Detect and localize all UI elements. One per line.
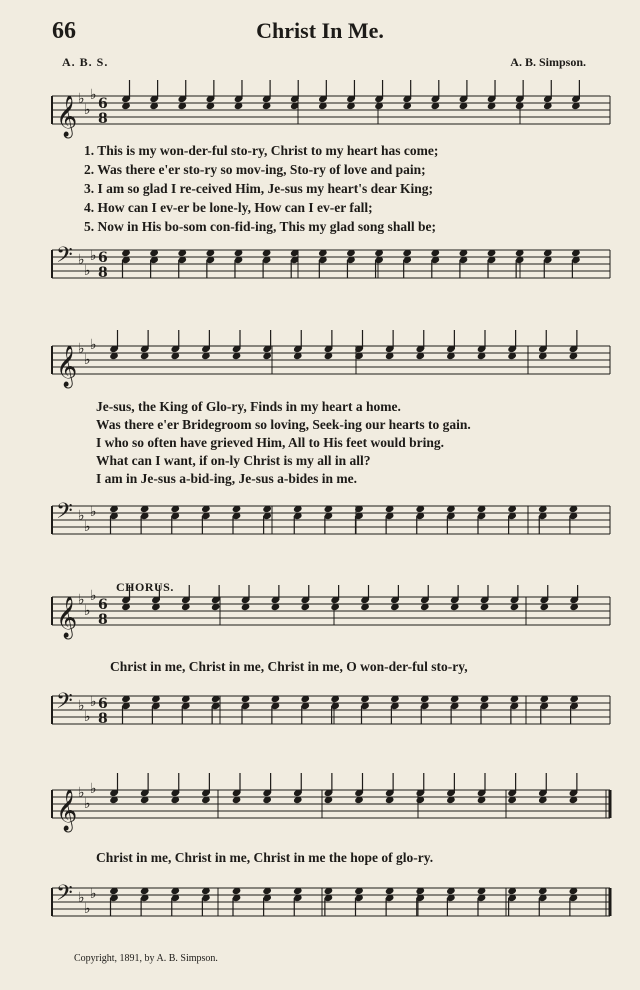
svg-text:♭: ♭ [84, 709, 91, 725]
svg-text:8: 8 [98, 111, 108, 127]
svg-text:♭: ♭ [78, 698, 85, 714]
svg-text:♭: ♭ [84, 352, 91, 368]
svg-text:♭: ♭ [78, 890, 85, 906]
svg-text:♭: ♭ [78, 91, 85, 107]
chorus-line-2: Christ in me, Christ in me, Christ in me the hope of glo-ry. [96, 850, 434, 865]
svg-text:♭: ♭ [90, 337, 97, 353]
verse-1-line-2: Je-sus, the King of Glo-ry, Finds in my heart a home. [96, 399, 401, 414]
svg-text:♭: ♭ [90, 504, 97, 520]
svg-text:6: 6 [98, 96, 108, 112]
svg-text:♭: ♭ [84, 796, 91, 812]
verse-1-line-1: 1. This is my won-der-ful sto-ry, Christ to my heart has come; [84, 143, 439, 158]
verse-2-line-1: 2. Was there e'er sto-ry so mov-ing, Sto-ry of love and pain; [84, 162, 426, 177]
chorus-label: CHORUS. [116, 580, 174, 594]
svg-text:♭: ♭ [78, 592, 85, 608]
hymn-title: Christ In Me. [256, 18, 384, 43]
svg-text:𝄞: 𝄞 [56, 597, 78, 638]
svg-text:𝄢: 𝄢 [56, 243, 73, 273]
svg-text:♭: ♭ [84, 263, 91, 279]
svg-text:𝄢: 𝄢 [56, 689, 73, 719]
svg-text:♭: ♭ [84, 519, 91, 535]
svg-text:♭: ♭ [90, 588, 97, 604]
svg-text:♭: ♭ [90, 694, 97, 710]
verse-4-line-2: What can I want, if on-ly Christ is my all in all? [96, 453, 371, 468]
svg-text:6: 6 [98, 250, 108, 266]
svg-text:𝄢: 𝄢 [56, 499, 73, 529]
svg-text:♭: ♭ [84, 603, 91, 619]
page-number: 66 [52, 18, 76, 44]
svg-text:𝄞: 𝄞 [56, 346, 78, 387]
copyright-notice: Copyright, 1891, by A. B. Simpson. [74, 953, 218, 964]
svg-text:♭: ♭ [78, 252, 85, 268]
svg-text:8: 8 [98, 265, 108, 281]
svg-text:♭: ♭ [84, 901, 91, 917]
svg-text:♭: ♭ [90, 87, 97, 103]
system-4-bass-staff [0, 868, 640, 943]
system-2-treble-staff [0, 330, 640, 405]
system-3-treble-staff [0, 585, 640, 655]
system-1-bass-staff [0, 238, 640, 298]
chorus-line-1: Christ in me, Christ in me, Christ in me, O won-der-ful sto-ry, [110, 659, 468, 674]
svg-text:6: 6 [98, 597, 108, 613]
svg-text:♭: ♭ [90, 886, 97, 902]
svg-text:♭: ♭ [78, 785, 85, 801]
svg-text:♭: ♭ [84, 102, 91, 118]
svg-text:8: 8 [98, 612, 108, 628]
verse-2-line-2: Was there e'er Bridegroom so loving, Seek-ing our hearts to gain. [96, 417, 471, 432]
svg-text:𝄞: 𝄞 [56, 96, 78, 137]
svg-text:6: 6 [98, 696, 108, 712]
svg-text:𝄞: 𝄞 [56, 790, 78, 831]
verse-5-line-2: I am in Je-sus a-bid-ing, Je-sus a-bides in me. [96, 471, 358, 486]
lyricist-credit: A. B. S. [62, 55, 109, 69]
svg-text:♭: ♭ [78, 508, 85, 524]
verse-4-line-1: 4. How can I ev-er be lone-ly, How can I ev-er fall; [84, 200, 373, 215]
system-4-treble-staff [0, 772, 640, 847]
svg-text:♭: ♭ [78, 341, 85, 357]
svg-text:8: 8 [98, 711, 108, 727]
verse-5-line-1: 5. Now in His bo-som con-fid-ing, This my glad song shall be; [84, 219, 436, 234]
composer-credit: A. B. Simpson. [510, 55, 586, 69]
verse-3-line-2: I who so often have grieved Him, All to His feet would bring. [96, 435, 444, 450]
svg-text:♭: ♭ [90, 781, 97, 797]
svg-text:♭: ♭ [90, 248, 97, 264]
system-2-bass-staff [0, 494, 640, 556]
svg-text:𝄢: 𝄢 [56, 881, 73, 911]
system-3-bass-staff [0, 676, 640, 746]
verse-3-line-1: 3. I am so glad I re-ceived Him, Je-sus my heart's dear King; [84, 181, 433, 196]
